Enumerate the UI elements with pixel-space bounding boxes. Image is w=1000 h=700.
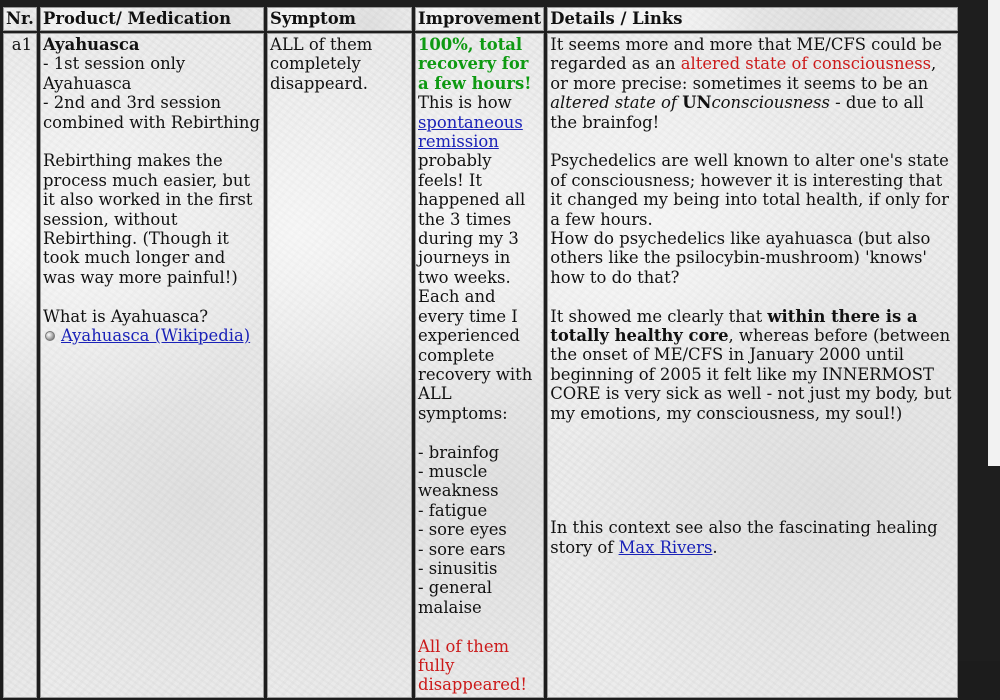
spacer	[550, 287, 955, 306]
details-italic: consciousness	[711, 93, 830, 113]
medication-table	[0, 5, 961, 700]
table-row	[3, 33, 958, 698]
list-item: - sinusitis	[418, 558, 498, 578]
header-improvement: Improvement	[415, 7, 544, 31]
details-text: , or more precise: sometimes it seems to be an	[550, 54, 937, 93]
product-name: Ayahuasca	[43, 35, 140, 54]
cell-details	[547, 33, 958, 698]
product-note: Rebirthing makes the process much easier, but it also worked in the first session, without Rebirthing. (Though it took much longer and was way more painful!)	[43, 151, 253, 287]
details-italic: altered state of	[550, 93, 677, 113]
list-item: - brainfog	[418, 442, 500, 462]
header-details: Details / Links	[547, 7, 958, 31]
symptom-list	[418, 443, 541, 618]
cell-improvement	[415, 33, 544, 698]
cell-product	[40, 33, 264, 698]
improvement-text-b: probably feels! It happened all the 3 times during my 3 journeys in two weeks. Each and every time I experienced complete recovery with ALL symptoms:	[418, 151, 533, 423]
improvement-headline: 100%, total recovery for a few hours!	[418, 35, 532, 93]
spacer	[550, 132, 955, 151]
header-product: Product/ Medication	[40, 7, 264, 31]
details-paragraph-4	[550, 307, 955, 423]
details-text: - due to all the brainfog!	[550, 93, 924, 132]
list-item: - fatigue	[418, 500, 488, 520]
header-nr: Nr.	[3, 7, 37, 31]
list-item: - sore ears	[418, 539, 506, 559]
wikipedia-link-row	[43, 326, 261, 345]
details-text: It showed me clearly that	[550, 306, 763, 326]
spacer	[550, 423, 955, 518]
improvement-conclusion: All of them fully disappeared!	[418, 636, 527, 695]
spacer	[418, 423, 541, 442]
cell-nr: a1	[3, 33, 37, 698]
details-text: In this context see also the fascinating healing story of	[550, 518, 938, 557]
product-line-2: - 2nd and 3rd session combined with Rebirthing	[43, 93, 260, 132]
list-item: - muscle weakness	[418, 461, 499, 501]
spacer	[43, 287, 261, 306]
cell-symptom: ALL of them completely disappeard.	[267, 33, 412, 698]
product-line-1: - 1st session only Ayahuasca	[43, 54, 186, 93]
bullet-icon	[45, 331, 55, 341]
details-highlight: altered state of consciousness	[680, 54, 932, 74]
backdrop-strip	[988, 0, 1000, 466]
list-item: - general malaise	[418, 578, 493, 617]
list-item: - sore eyes	[418, 520, 507, 540]
header-symptom: Symptom	[267, 7, 412, 31]
details-text: It seems more and more that ME/CFS could be regarded as an	[550, 35, 942, 74]
details-bold: within there is a totally healthy core	[550, 306, 918, 346]
header-row	[3, 7, 958, 31]
product-question: What is Ayahuasca?	[43, 306, 209, 326]
details-paragraph-3: How do psychedelics like ayahuasca (but also others like the psilocybin-mushroom) 'knows' how to do that?	[550, 229, 931, 287]
spacer	[418, 617, 541, 636]
spacer	[43, 132, 261, 151]
details-text: , whereas before (between the onset of ME/CFS in January 2000 until beginning of 2005 it felt like my INNERMOST CORE is very sick as well - not just my body, but my emotions, my consciousness, my soul!)	[550, 326, 952, 423]
improvement-text-a: This is how	[418, 93, 512, 113]
details-paragraph-5	[550, 518, 955, 557]
spontaneous-remission-link[interactable]: spontaneous remission	[418, 112, 523, 152]
improvement-text	[418, 93, 541, 423]
max-rivers-link[interactable]: Max Rivers	[618, 537, 713, 557]
details-paragraph-1	[550, 35, 955, 132]
wikipedia-link[interactable]: Ayahuasca (Wikipedia)	[61, 326, 251, 346]
details-paragraph-2: Psychedelics are well known to alter one's state of consciousness; however it is interesting that it changed my being into total health, if only for a few hours.	[550, 151, 949, 229]
details-bold: UN	[682, 93, 712, 113]
details-text: .	[712, 537, 718, 557]
